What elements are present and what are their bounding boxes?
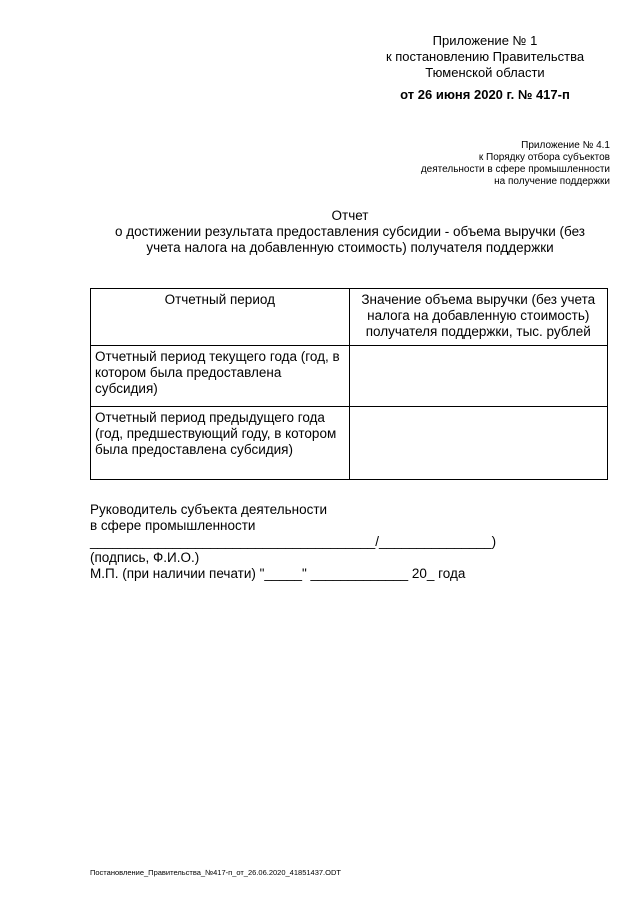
current-year-period-cell: Отчетный период текущего года (год, в котором была предоставлена субсидия) xyxy=(91,346,350,407)
current-year-value-cell[interactable] xyxy=(349,346,607,407)
appendix-4-1-title: Приложение № 4.1 xyxy=(521,140,610,151)
appendix-1-title: Приложение № 1 xyxy=(432,33,538,48)
header-revenue-cell: Значение объема выручки (без учета налога на добавленную стоимость) получателя поддержки, тыс. рублей xyxy=(349,289,607,346)
previous-year-value-cell[interactable] xyxy=(349,407,607,480)
appendix-4-1-line-2: к Порядку отбора субъектов xyxy=(478,152,610,163)
table-header-row xyxy=(91,289,608,346)
seal-date-line: М.П. (при наличии печати) "_____" _____________ 20_ года xyxy=(90,566,466,581)
table-row xyxy=(91,407,608,480)
title-subtitle-line-1: о достижении результата предоставления субсидии - объема выручки (без xyxy=(114,224,585,239)
appendix-1-date-number: от 26 июня 2020 г. № 417-п xyxy=(400,87,570,102)
previous-year-period-cell: Отчетный период предыдущего года (год, предшествующий году, в котором была предоставлена субсидия) xyxy=(91,407,350,480)
signatory-title-line-2: в сфере промышленности xyxy=(90,518,256,533)
title-subtitle-line-2: учета налога на добавленную стоимость) получателя поддержки xyxy=(146,240,554,255)
report-table xyxy=(90,288,608,480)
footer-filename: Постановление_Правительства_№417-п_от_26.06.2020_41851437.ODT xyxy=(90,868,341,877)
title-heading: Отчет xyxy=(331,208,369,223)
appendix-1-header xyxy=(330,33,640,103)
signature-line: ______________________________________/_______________) xyxy=(90,534,497,549)
appendix-1-ref-line: к постановлению Правительства xyxy=(385,49,585,64)
header-period-cell: Отчетный период xyxy=(91,289,350,346)
signatory-title-line-1: Руководитель субъекта деятельности xyxy=(90,502,328,517)
appendix-4-1-line-3: деятельности в сфере промышленности xyxy=(420,164,610,175)
appendix-4-1-header xyxy=(421,140,610,188)
appendix-1-region: Тюменской области xyxy=(425,65,545,80)
signature-block xyxy=(90,502,496,582)
document-title xyxy=(90,208,610,256)
table-row xyxy=(91,346,608,407)
signature-caption: (подпись, Ф.И.О.) xyxy=(90,550,200,565)
appendix-4-1-line-4: на получение поддержки xyxy=(494,176,610,187)
